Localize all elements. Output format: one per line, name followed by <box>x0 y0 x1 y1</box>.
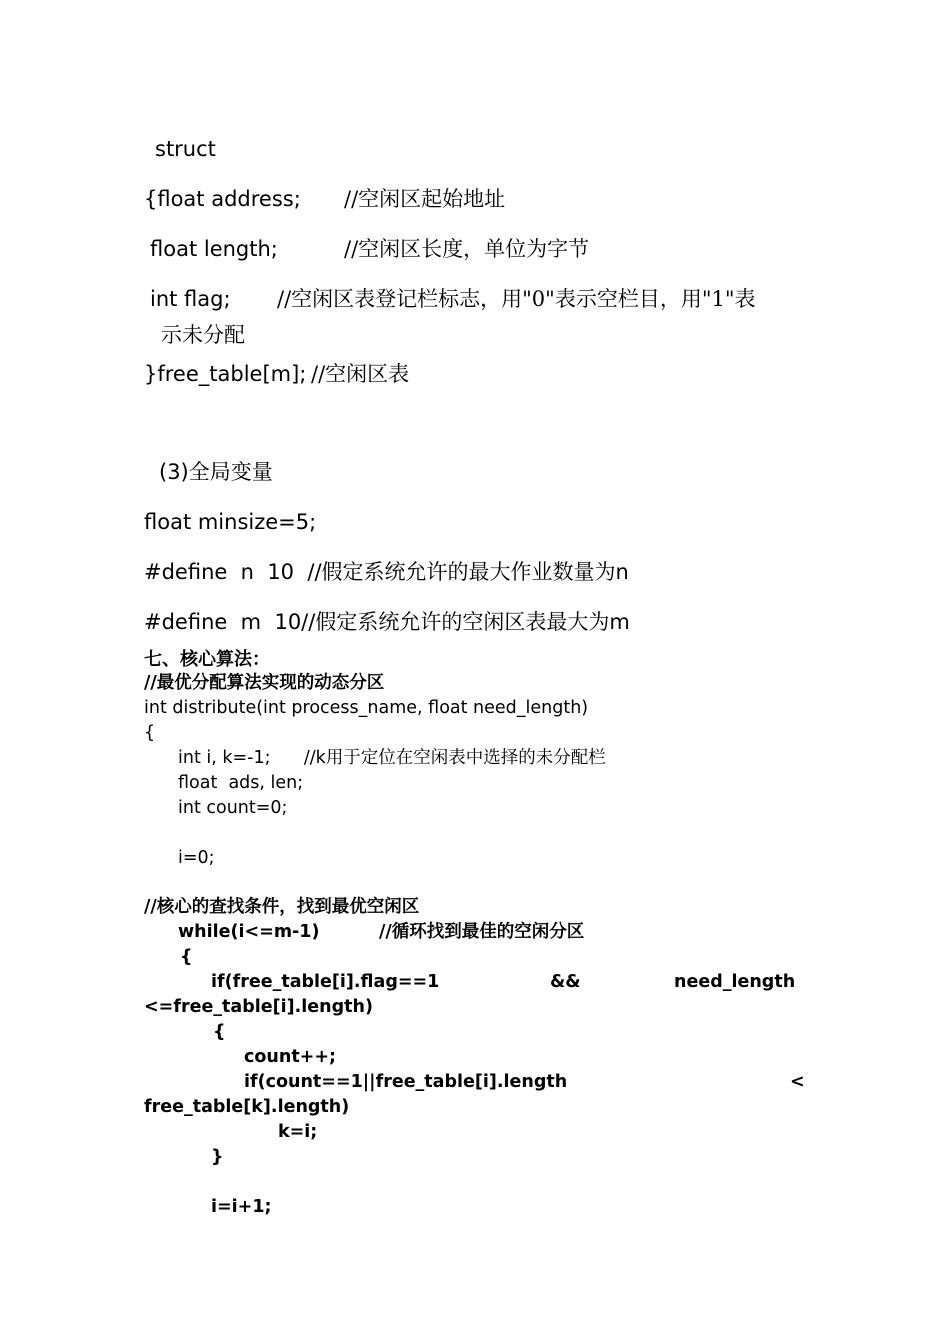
code-if-continuation: free_table[k].length) <box>144 1097 350 1117</box>
code-text: int i, k=-1; //k <box>178 748 326 768</box>
code-text: n <box>615 560 629 584</box>
code-brace: } <box>211 1147 224 1167</box>
code-text: {float address; <box>144 187 301 211</box>
heading-text: 全局变量 <box>188 460 273 484</box>
struct-close <box>144 362 410 387</box>
code-increment: i=i+1; <box>211 1197 272 1217</box>
code-text: m <box>609 610 630 634</box>
code-text: #define m 10// <box>144 610 316 634</box>
section-heading: 七、核心算法： <box>144 649 270 670</box>
struct-field-address <box>144 187 506 212</box>
code-if-part: < <box>790 1072 805 1092</box>
code-if-part: if(free_table[i].flag==1 <box>211 972 440 992</box>
code-brace: { <box>180 947 193 967</box>
code-while <box>178 922 585 943</box>
code-text: int flag; <box>150 287 231 311</box>
global-define-m <box>144 610 630 635</box>
globals-heading <box>159 460 273 485</box>
comment-text: 用于定位在空闲表中选择的未分配栏 <box>325 748 606 768</box>
code-count-increment: count++; <box>244 1047 337 1067</box>
code-assign: k=i; <box>278 1122 318 1142</box>
code-text: #define n 10 // <box>144 560 322 584</box>
function-signature: int distribute(int process_name, float need_length) <box>144 698 589 718</box>
code-if-part: && <box>550 972 581 992</box>
code-decl-ads: float ads, len; <box>178 773 304 793</box>
code-comment: //核心的查找条件，找到最优空闲区 <box>144 897 420 917</box>
code-comment: //最优分配算法实现的动态分区 <box>144 673 385 693</box>
comment-text: 假定系统允许的空闲区表最大为 <box>315 610 610 634</box>
comment-text: //空闲区起始地址 <box>344 187 506 211</box>
code-text: float length; <box>150 237 278 261</box>
code-if-continuation: <=free_table[i].length) <box>144 997 373 1017</box>
struct-field-flag <box>150 287 756 312</box>
comment-text: //空闲区表 <box>311 362 410 386</box>
struct-keyword: struct <box>155 137 216 161</box>
comment-text: //空闲区长度，单位为字节 <box>344 237 590 261</box>
code-decl-ik <box>178 748 606 769</box>
code-brace: { <box>213 1022 226 1042</box>
comment-text: 假定系统允许的最大作业数量为 <box>321 560 616 584</box>
global-define-n <box>144 560 629 585</box>
code-text: while(i<=m-1) <box>178 922 320 942</box>
code-if-part: need_length <box>674 972 796 992</box>
struct-field-flag-comment-wrap: 示未分配 <box>161 323 245 347</box>
code-if-part: if(count==1||free_table[i].length <box>244 1072 568 1092</box>
code-brace: { <box>144 723 156 743</box>
comment-text: //空闲区表登记栏标志，用"0"表示空栏目，用"1"表 <box>277 287 756 311</box>
comment-text: //循环找到最佳的空闲分区 <box>379 922 585 942</box>
struct-field-length <box>150 237 590 262</box>
code-decl-count: int count=0; <box>178 798 288 818</box>
global-minsize: float minsize=5; <box>144 510 317 534</box>
code-init: i=0; <box>178 848 215 868</box>
heading-number: (3) <box>159 460 189 484</box>
code-text: }free_table[m]; <box>144 362 307 386</box>
